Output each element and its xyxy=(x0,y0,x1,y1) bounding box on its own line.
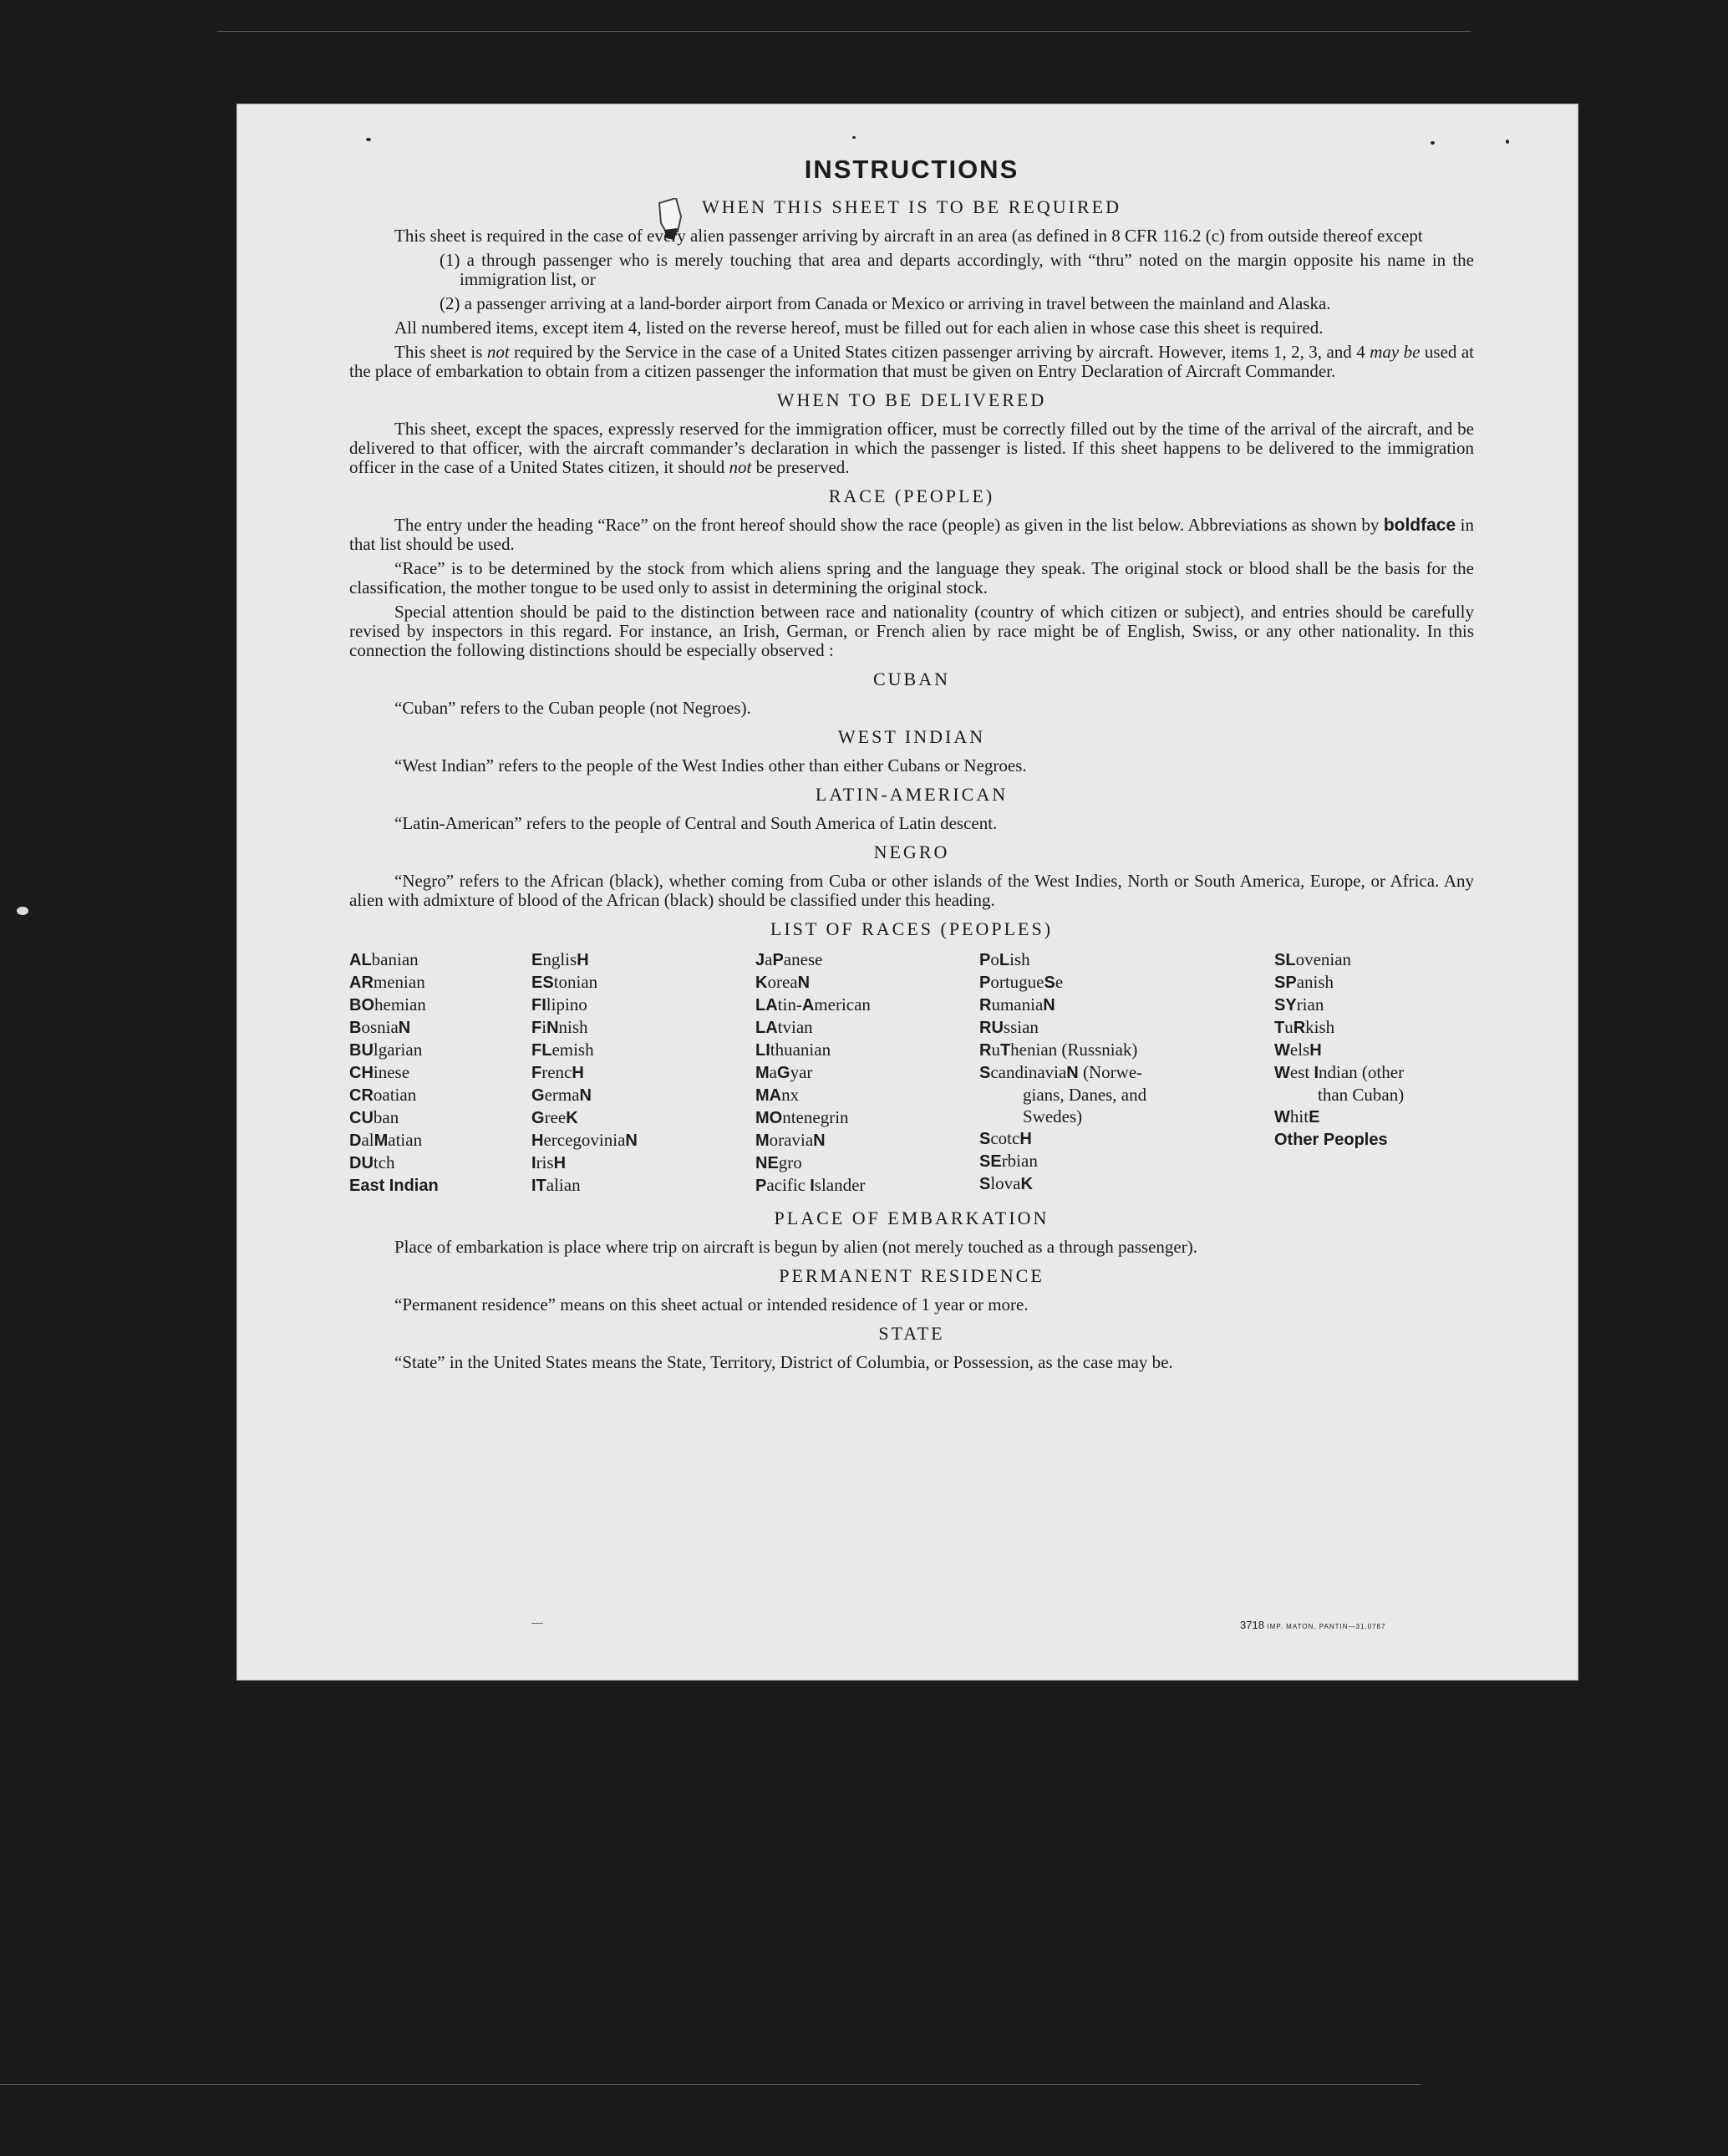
race-text: thuanian xyxy=(770,1040,831,1060)
race-text: acific xyxy=(766,1175,811,1195)
race-text: menian xyxy=(373,972,425,992)
race-text: ortugue xyxy=(990,972,1044,992)
race-abbreviation: G xyxy=(531,1086,545,1105)
race-entry xyxy=(1274,1106,1404,1128)
race-text: atian xyxy=(388,1130,423,1150)
race-entry xyxy=(531,1106,638,1129)
race-entry xyxy=(755,948,871,971)
text-run: in that list should be used. xyxy=(349,515,1474,554)
race-abbreviation: CR xyxy=(349,1086,374,1105)
race-text: yar xyxy=(790,1062,813,1082)
race-entry xyxy=(979,1172,1146,1195)
race-abbreviation: AL xyxy=(349,951,372,969)
race-abbreviation: H xyxy=(1019,1130,1032,1148)
paragraph: “Race” is to be determined by the stock from which aliens spring and the language they speak. The original stock or blood shall be the basis for the classification, the mother tongue to be used only to assist in determining the original stock. xyxy=(349,558,1474,597)
race-text: erma xyxy=(544,1085,580,1105)
race-text: alian xyxy=(546,1175,581,1195)
race-text: umania xyxy=(991,994,1044,1014)
race-entry xyxy=(349,1039,439,1061)
race-abbreviation: RU xyxy=(979,1019,1004,1037)
race-entry xyxy=(349,1152,439,1174)
race-column xyxy=(1274,948,1404,1151)
race-text: emish xyxy=(551,1040,594,1060)
race-column xyxy=(531,948,638,1197)
race-abbreviation: I xyxy=(1314,1064,1319,1082)
race-abbreviation: R xyxy=(979,1041,992,1060)
race-abbreviation: ES xyxy=(531,974,554,992)
race-entry xyxy=(979,971,1146,994)
race-abbreviation: N xyxy=(546,1019,559,1037)
race-abbreviation: P xyxy=(772,951,784,969)
race-text: al xyxy=(361,1130,374,1150)
race-entry xyxy=(979,1106,1146,1127)
form-number: 3718 xyxy=(1240,1619,1264,1631)
heading-state: STATE xyxy=(878,1323,945,1344)
race-entry xyxy=(1274,948,1404,971)
race-column xyxy=(979,948,1146,1195)
heading-list-of-races: LIST OF RACES (PEOPLES) xyxy=(770,918,1054,939)
race-entry xyxy=(531,1084,638,1106)
race-text: rbian xyxy=(1001,1151,1038,1171)
race-abbreviation: L xyxy=(999,951,1010,969)
race-text: osnia xyxy=(361,1017,399,1037)
race-text: cotc xyxy=(990,1128,1020,1148)
race-abbreviation: I xyxy=(531,1154,536,1172)
race-abbreviation: G xyxy=(531,1109,545,1127)
text-run: be preserved. xyxy=(751,457,850,477)
race-list xyxy=(349,948,1474,1199)
race-entry xyxy=(349,1084,439,1106)
race-entry xyxy=(531,971,638,994)
ink-speck xyxy=(1431,141,1435,145)
film-speck xyxy=(17,907,28,915)
race-text: Swedes) xyxy=(1023,1106,1083,1126)
race-entry xyxy=(979,1150,1146,1172)
paragraph: Place of embarkation is place where trip on aircraft is begun by alien (not merely touched as a through passenger). xyxy=(394,1237,1197,1257)
film-edge-line xyxy=(217,31,1471,32)
text-run: used at the place of embarkation to obtain from a citizen passenger the information that must be given on Entry Declaration of Aircraft Commander. xyxy=(349,342,1475,381)
race-text: oatian xyxy=(373,1085,417,1105)
race-abbreviation: G xyxy=(777,1064,790,1082)
race-text: anese xyxy=(783,949,823,969)
heading-embarkation: PLACE OF EMBARKATION xyxy=(774,1208,1050,1228)
race-abbreviation: W xyxy=(1274,1041,1290,1060)
race-entry xyxy=(755,1174,871,1197)
race-abbreviation: N xyxy=(625,1131,638,1150)
race-text: lgarian xyxy=(373,1040,423,1060)
race-text: lova xyxy=(990,1173,1021,1193)
race-text: a xyxy=(765,949,773,969)
form-footer xyxy=(1240,1619,1385,1631)
race-abbreviation: SP xyxy=(1274,974,1297,992)
race-abbreviation: S xyxy=(979,1130,991,1148)
race-abbreviation: LI xyxy=(755,1041,770,1060)
race-text: than Cuban) xyxy=(1318,1085,1405,1105)
paragraph: “Cuban” refers to the Cuban people (not Negroes). xyxy=(394,698,751,718)
printer-imprint: IMP. MATON, PANTIN—31.0787 xyxy=(1267,1623,1386,1630)
race-text: u xyxy=(991,1040,1000,1060)
race-entry xyxy=(349,948,439,971)
race-text: merican xyxy=(814,994,871,1014)
race-abbreviation: P xyxy=(979,951,991,969)
race-abbreviation: P xyxy=(979,974,991,992)
race-abbreviation: F xyxy=(531,1064,542,1082)
race-abbreviation: BU xyxy=(349,1041,374,1060)
race-column xyxy=(349,948,439,1197)
race-entry xyxy=(349,971,439,994)
race-abbreviation: SY xyxy=(1274,996,1297,1014)
race-abbreviation: W xyxy=(1274,1064,1290,1082)
race-text: banian xyxy=(371,949,419,969)
race-abbreviation: I xyxy=(810,1177,815,1195)
race-text: henian (Russniak) xyxy=(1010,1040,1138,1060)
paragraph xyxy=(349,343,1474,381)
race-abbreviation: FI xyxy=(531,996,546,1014)
heading-when-required: WHEN THIS SHEET IS TO BE REQUIRED xyxy=(702,196,1121,217)
race-abbreviation: N xyxy=(797,974,811,992)
race-text: est xyxy=(1289,1062,1314,1082)
race-entry xyxy=(349,1129,439,1152)
race-text: oravia xyxy=(769,1130,814,1150)
race-text: u xyxy=(1284,1017,1293,1037)
emphasis-text: may be xyxy=(1370,342,1421,362)
race-abbreviation: H xyxy=(531,1131,544,1150)
heading-west-indian: WEST INDIAN xyxy=(837,726,986,747)
ink-speck xyxy=(1506,140,1509,144)
race-entry xyxy=(531,1061,638,1084)
race-entry xyxy=(755,971,871,994)
race-abbreviation: F xyxy=(531,1019,542,1037)
race-entry xyxy=(755,1061,871,1084)
race-abbreviation: K xyxy=(1020,1175,1033,1193)
list-item: (2) a passenger arriving at a land-border airport from Canada or Mexico or arriving in travel between the mainland and Alaska. xyxy=(440,293,1331,313)
race-text: inese xyxy=(373,1062,410,1082)
race-entry xyxy=(1274,1084,1404,1106)
text-run: The entry under the heading “Race” on the front hereof should show the race (people) as given in the list below. Abbreviations as shown by xyxy=(394,515,1384,535)
race-abbreviation: H xyxy=(553,1154,567,1172)
race-text: ban xyxy=(373,1107,399,1127)
race-abbreviation: M xyxy=(374,1131,389,1150)
race-text: ssian xyxy=(1003,1017,1039,1037)
race-abbreviation: MA xyxy=(755,1086,782,1105)
race-text: o xyxy=(990,949,999,969)
race-abbreviation: K xyxy=(755,974,768,992)
race-entry xyxy=(755,1106,871,1129)
race-text: nish xyxy=(558,1017,588,1037)
race-abbreviation: A xyxy=(801,996,815,1014)
ink-speck xyxy=(366,138,371,141)
race-abbreviation: T xyxy=(1274,1019,1285,1037)
paragraph xyxy=(349,516,1474,554)
race-entry xyxy=(979,1061,1146,1084)
paragraph: This sheet is required in the case of every alien passenger arriving by aircraft in an area (as defined in 8 CFR 116.2 (c) from outside thereof except xyxy=(394,226,1423,246)
race-entry xyxy=(1274,1039,1404,1061)
race-text: anish xyxy=(1296,972,1334,992)
race-entry xyxy=(531,948,638,971)
race-entry xyxy=(979,1039,1146,1061)
race-entry xyxy=(349,1106,439,1129)
race-text: (Norwe- xyxy=(1078,1062,1143,1082)
race-abbreviation: AR xyxy=(349,974,374,992)
race-text: slander xyxy=(814,1175,866,1195)
instruction-sheet xyxy=(237,104,1578,1680)
race-abbreviation: B xyxy=(349,1019,362,1037)
race-abbreviation: LA xyxy=(755,1019,778,1037)
race-abbreviation: DU xyxy=(349,1154,374,1172)
race-abbreviation: CU xyxy=(349,1109,374,1127)
race-abbreviation: H xyxy=(572,1064,584,1082)
emphasis-text: not xyxy=(729,457,752,477)
race-abbreviation: P xyxy=(755,1177,767,1195)
paragraph: “Permanent residence” means on this sheet actual or intended residence of 1 year or more. xyxy=(394,1294,1029,1314)
race-entry xyxy=(979,994,1146,1016)
race-abbreviation: IT xyxy=(531,1177,546,1195)
race-entry xyxy=(1274,1128,1404,1151)
heading-negro: NEGRO xyxy=(873,842,950,862)
race-entry xyxy=(531,1152,638,1174)
race-text: lipino xyxy=(546,994,587,1014)
race-entry xyxy=(531,1129,638,1152)
race-abbreviation: Other Peoples xyxy=(1274,1131,1388,1149)
race-entry xyxy=(979,1016,1146,1039)
bold-text: boldface xyxy=(1383,516,1456,535)
footer-dash xyxy=(531,1623,543,1624)
race-abbreviation: K xyxy=(566,1109,578,1127)
race-abbreviation: CH xyxy=(349,1064,374,1082)
paragraph: “Latin-American” refers to the people of Central and South America of Latin descent. xyxy=(394,813,998,833)
race-abbreviation: M xyxy=(755,1131,770,1150)
race-abbreviation: NE xyxy=(755,1154,779,1172)
race-text: ris xyxy=(536,1152,554,1172)
race-abbreviation: East Indian xyxy=(349,1177,439,1195)
race-entry xyxy=(531,1016,638,1039)
race-text: gro xyxy=(778,1152,802,1172)
race-text: hemian xyxy=(374,994,426,1014)
race-text: ovenian xyxy=(1295,949,1352,969)
race-entry xyxy=(979,1084,1146,1106)
race-entry xyxy=(1274,1061,1404,1084)
race-text: candinavia xyxy=(990,1062,1067,1082)
race-text: tonian xyxy=(553,972,598,992)
race-text: tvian xyxy=(777,1017,813,1037)
race-text: kish xyxy=(1305,1017,1335,1037)
race-entry xyxy=(349,1016,439,1039)
race-abbreviation: SE xyxy=(979,1152,1002,1171)
race-entry xyxy=(1274,971,1404,994)
race-abbreviation: R xyxy=(979,996,992,1014)
race-text: tin- xyxy=(777,994,802,1014)
race-abbreviation: S xyxy=(979,1175,991,1193)
race-abbreviation: J xyxy=(755,951,765,969)
instructions-body xyxy=(349,155,1474,1377)
race-text: orea xyxy=(767,972,798,992)
emphasis-text: not xyxy=(486,342,510,362)
race-text: e xyxy=(1055,972,1064,992)
ink-speck xyxy=(852,136,856,139)
race-abbreviation: N xyxy=(813,1131,826,1150)
heading-permanent-residence: PERMANENT RESIDENCE xyxy=(779,1265,1044,1286)
race-text: renc xyxy=(541,1062,572,1082)
race-abbreviation: H xyxy=(1309,1041,1322,1060)
race-entry xyxy=(755,1016,871,1039)
race-text: nglis xyxy=(542,949,577,969)
race-abbreviation: SL xyxy=(1274,951,1296,969)
race-entry xyxy=(755,1129,871,1152)
race-entry xyxy=(349,994,439,1016)
paragraph: “West Indian” refers to the people of the West Indies other than either Cubans or Negroes. xyxy=(394,755,1027,775)
race-text: ndian (other xyxy=(1319,1062,1405,1082)
race-abbreviation: E xyxy=(531,951,543,969)
race-entry xyxy=(755,994,871,1016)
race-entry xyxy=(1274,1016,1404,1039)
race-text: els xyxy=(1289,1040,1310,1060)
race-entry xyxy=(531,1174,638,1197)
text-run: required by the Service in the case of a United States citizen passenger arriving by aircraft. However, items 1, 2, 3, and 4 xyxy=(509,342,1370,362)
text-run: This sheet, except the spaces, expressly reserved for the immigration officer, must be correctly filled out by the time of the arrival of the aircraft, and be delivered to that officer, with the aircraft commander’s declaration in which the passenger is listed. If this sheet happens to be delivered to the immigration officer in the case of a United States citizen, it should xyxy=(349,419,1474,477)
race-entry xyxy=(1274,994,1404,1016)
race-entry xyxy=(349,1174,439,1197)
race-abbreviation: D xyxy=(349,1131,362,1150)
race-abbreviation: N xyxy=(398,1019,411,1037)
page-title: INSTRUCTIONS xyxy=(804,155,1019,184)
race-text: i xyxy=(541,1017,547,1037)
race-abbreviation: N xyxy=(1043,996,1055,1014)
race-abbreviation: T xyxy=(999,1041,1011,1060)
race-abbreviation: N xyxy=(1066,1064,1079,1082)
race-text: ercegovinia xyxy=(543,1130,626,1150)
paragraph: All numbered items, except item 4, listed on the reverse hereof, must be filled out for each alien in whose case this sheet is required. xyxy=(394,318,1324,338)
race-abbreviation: N xyxy=(579,1086,592,1105)
text-run: This sheet is xyxy=(394,342,487,362)
race-abbreviation: H xyxy=(577,951,589,969)
race-text: hit xyxy=(1289,1106,1309,1126)
race-text: ntenegrin xyxy=(782,1107,849,1127)
race-abbreviation: FL xyxy=(531,1041,552,1060)
race-abbreviation: MO xyxy=(755,1109,783,1127)
race-entry xyxy=(755,1039,871,1061)
race-entry xyxy=(531,994,638,1016)
race-text: tch xyxy=(373,1152,395,1172)
race-abbreviation: W xyxy=(1274,1108,1290,1126)
race-text: gians, Danes, and xyxy=(1023,1085,1147,1105)
race-entry xyxy=(979,948,1146,971)
race-abbreviation: BO xyxy=(349,996,374,1014)
race-text: a xyxy=(769,1062,777,1082)
film-edge-line xyxy=(0,2084,1421,2085)
race-abbreviation: E xyxy=(1309,1108,1320,1126)
paragraph xyxy=(349,420,1474,477)
heading-when-delivered: WHEN TO BE DELIVERED xyxy=(776,389,1047,410)
heading-race: RACE (PEOPLE) xyxy=(828,486,995,506)
race-entry xyxy=(755,1084,871,1106)
race-entry xyxy=(531,1039,638,1061)
race-abbreviation: R xyxy=(1293,1019,1306,1037)
paragraph: Special attention should be paid to the distinction between race and nationality (country of which citizen or subject), and entries should be carefully revised by inspectors in this regard. For instance, an Irish, German, or French alien by race might be of English, Swiss, or any other nationality. In this connection the following distinctions should be especially observed : xyxy=(349,602,1474,660)
race-abbreviation: M xyxy=(755,1064,770,1082)
race-text: nx xyxy=(781,1085,800,1105)
heading-cuban: CUBAN xyxy=(872,669,950,689)
list-item: (1) a through passenger who is merely touching that area and departs accordingly, with “thru” noted on the margin opposite his name in the immigration list, or xyxy=(440,250,1474,289)
race-column xyxy=(755,948,871,1197)
race-entry xyxy=(349,1061,439,1084)
race-abbreviation: S xyxy=(1044,974,1055,992)
race-text: rian xyxy=(1296,994,1324,1014)
paragraph: “Negro” refers to the African (black), whether coming from Cuba or other islands of the West Indies, North or South America, Europe, or Africa. Any alien with admixture of blood of the African (black) should be classified under this heading. xyxy=(349,871,1474,910)
race-entry xyxy=(979,1127,1146,1150)
paragraph: “State” in the United States means the State, Territory, District of Columbia, or Possession, as the case may be. xyxy=(394,1352,1173,1372)
heading-latin-american: LATIN-AMERICAN xyxy=(815,784,1009,805)
race-entry xyxy=(755,1152,871,1174)
race-abbreviation: LA xyxy=(755,996,778,1014)
race-text: ish xyxy=(1009,949,1030,969)
race-text: ree xyxy=(544,1107,567,1127)
race-abbreviation: S xyxy=(979,1064,991,1082)
